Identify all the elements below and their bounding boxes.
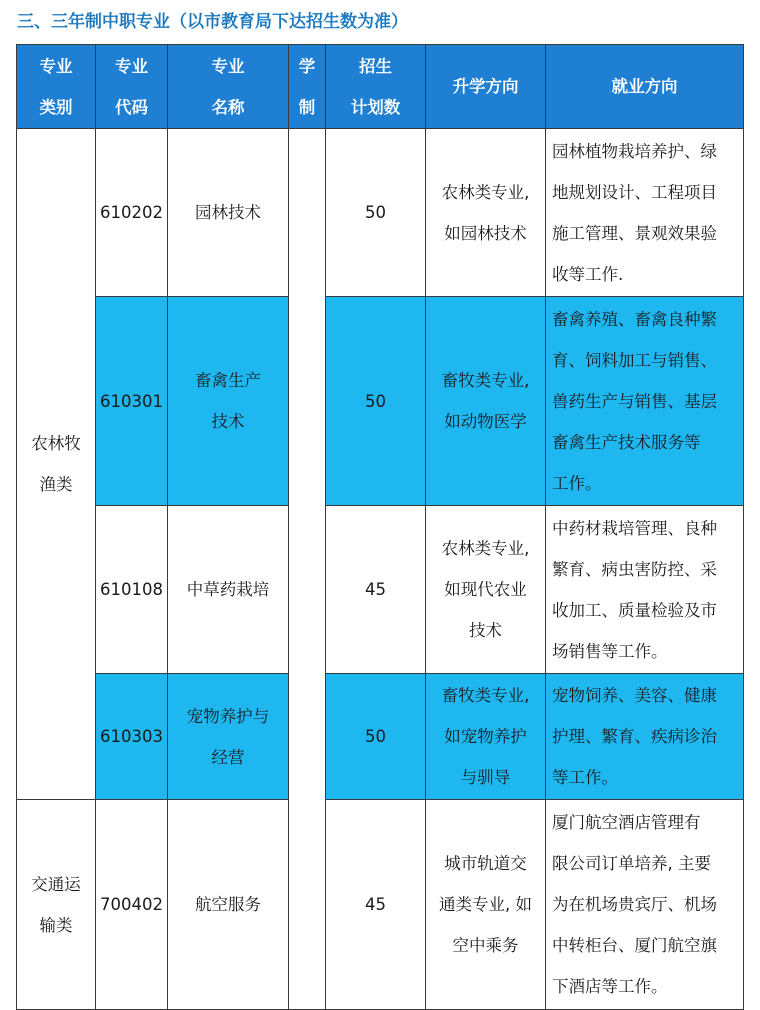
header-duration: 学 制	[289, 45, 326, 129]
name-cell: 中草药栽培	[168, 506, 289, 674]
further-study-cell: 农林类专业, 如园林技术	[426, 129, 546, 297]
code-cell: 610303	[96, 674, 168, 800]
table-row	[17, 674, 744, 800]
name-cell: 航空服务	[168, 800, 289, 1010]
code-cell: 700402	[96, 800, 168, 1010]
table-row	[17, 506, 744, 674]
header-further-study: 升学方向	[426, 45, 546, 129]
quota-cell: 45	[326, 800, 426, 1010]
code-cell: 610108	[96, 506, 168, 674]
quota-cell: 45	[326, 506, 426, 674]
header-category: 专业 类别	[17, 45, 96, 129]
quota-cell: 50	[326, 297, 426, 506]
further-study-cell: 畜牧类专业, 如动物医学	[426, 297, 546, 506]
table-row	[17, 800, 744, 1010]
name-cell: 园林技术	[168, 129, 289, 297]
employment-cell: 园林植物栽培养护、绿 地规划设计、工程项目 施工管理、景观效果验 收等工作.	[546, 129, 744, 297]
name-cell: 畜禽生产 技术	[168, 297, 289, 506]
header-row	[17, 45, 744, 129]
header-employment: 就业方向	[546, 45, 744, 129]
category-cell: 农林牧 渔类	[17, 129, 96, 800]
name-cell: 宠物养护与 经营	[168, 674, 289, 800]
section-heading: 三、三年制中职专业（以市教育局下达招生数为准）	[17, 12, 408, 32]
table-row	[17, 129, 744, 297]
header-code: 专业 代码	[96, 45, 168, 129]
employment-cell: 宠物饲养、美容、健康 护理、繁育、疾病诊治 等工作。	[546, 674, 744, 800]
employment-cell: 畜禽养殖、畜禽良种繁 育、饲料加工与销售、 兽药生产与销售、基层 畜禽生产技术服务等 工作。	[546, 297, 744, 506]
further-study-cell: 农林类专业, 如现代农业 技术	[426, 506, 546, 674]
further-study-cell: 城市轨道交 通类专业, 如 空中乘务	[426, 800, 546, 1010]
quota-cell: 50	[326, 674, 426, 800]
header-name: 专业 名称	[168, 45, 289, 129]
code-cell: 610202	[96, 129, 168, 297]
employment-cell: 厦门航空酒店管理有 限公司订单培养, 主要 为在机场贵宾厅、机场 中转柜台、厦门航空旗 下酒店等工作。	[546, 800, 744, 1010]
quota-cell: 50	[326, 129, 426, 297]
header-quota: 招生 计划数	[326, 45, 426, 129]
table-row	[17, 297, 744, 506]
code-cell: 610301	[96, 297, 168, 506]
duration-cell	[289, 129, 326, 1010]
employment-cell: 中药材栽培管理、良种 繁育、病虫害防控、采 收加工、质量检验及市 场销售等工作。	[546, 506, 744, 674]
further-study-cell: 畜牧类专业, 如宠物养护 与驯导	[426, 674, 546, 800]
programs-table	[16, 44, 744, 1010]
category-cell: 交通运 输类	[17, 800, 96, 1010]
